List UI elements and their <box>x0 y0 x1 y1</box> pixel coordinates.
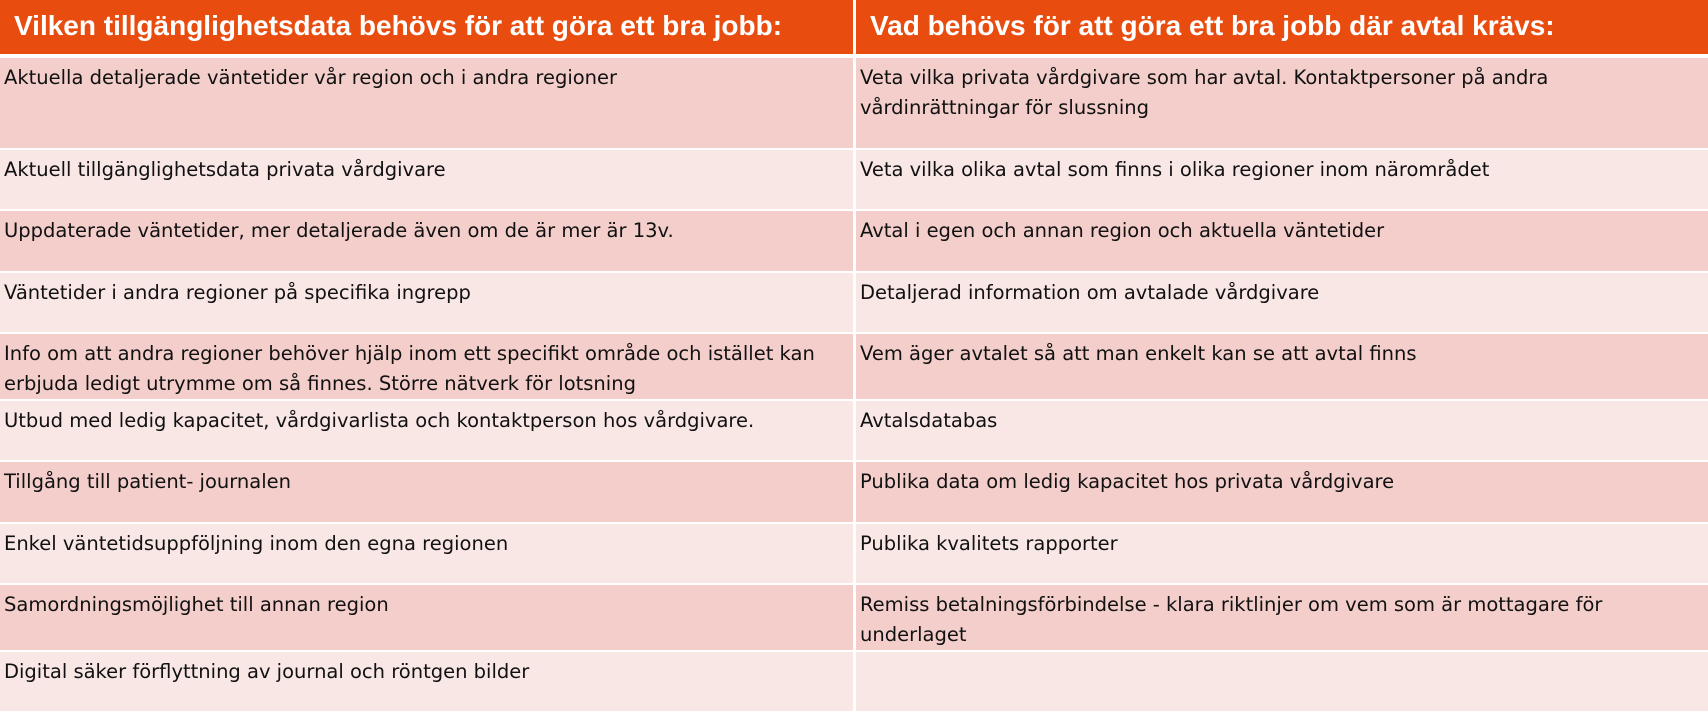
cell-availability: Aktuell tillgänglighetsdata privata vårdgivare <box>0 150 856 211</box>
cell-availability: Uppdaterade väntetider, mer detaljerade även om de är mer är 13v. <box>0 211 856 273</box>
cell-agreement: Publika data om ledig kapacitet hos privata vårdgivare <box>856 462 1708 524</box>
cell-agreement: Veta vilka olika avtal som finns i olika regioner inom närområdet <box>856 150 1708 211</box>
table-row <box>0 58 1708 150</box>
cell-availability: Väntetider i andra regioner på specifika ingrepp <box>0 273 856 334</box>
cell-availability: Digital säker förflyttning av journal och röntgen bilder <box>0 652 856 713</box>
table-row <box>0 462 1708 524</box>
cell-agreement: Publika kvalitets rapporter <box>856 524 1708 585</box>
header-availability-data: Vilken tillgänglighetsdata behövs för att göra ett bra jobb: <box>0 0 856 58</box>
table-row <box>0 652 1708 713</box>
cell-agreement: Detaljerad information om avtalade vårdgivare <box>856 273 1708 334</box>
cell-availability: Samordningsmöjlighet till annan region <box>0 585 856 652</box>
cell-agreement: Avtalsdatabas <box>856 401 1708 462</box>
cell-availability: Utbud med ledig kapacitet, vårdgivarlista och kontaktperson hos vårdgivare. <box>0 401 856 462</box>
cell-agreement: Veta vilka privata vårdgivare som har avtal. Kontaktpersoner på andra vårdinrättningar för slussning <box>856 58 1708 150</box>
cell-agreement: Vem äger avtalet så att man enkelt kan se att avtal finns <box>856 334 1708 401</box>
header-agreements: Vad behövs för att göra ett bra jobb där avtal krävs: <box>856 0 1708 58</box>
table-row <box>0 585 1708 652</box>
table-row <box>0 273 1708 334</box>
table-row <box>0 401 1708 462</box>
table-row <box>0 150 1708 211</box>
cell-availability: Enkel väntetidsuppföljning inom den egna regionen <box>0 524 856 585</box>
table-row <box>0 524 1708 585</box>
table-header-row <box>0 0 1708 58</box>
cell-availability: Aktuella detaljerade väntetider vår region och i andra regioner <box>0 58 856 150</box>
table-row <box>0 211 1708 273</box>
cell-agreement: Avtal i egen och annan region och aktuella väntetider <box>856 211 1708 273</box>
cell-availability: Tillgång till patient- journalen <box>0 462 856 524</box>
table-row <box>0 334 1708 401</box>
cell-availability: Info om att andra regioner behöver hjälp inom ett specifikt område och istället kan erbjuda ledigt utrymme om så finnes. Större nätverk för lotsning <box>0 334 856 401</box>
cell-agreement: Remiss betalningsförbindelse - klara riktlinjer om vem som är mottagare för underlaget <box>856 585 1708 652</box>
cell-agreement <box>856 652 1708 713</box>
